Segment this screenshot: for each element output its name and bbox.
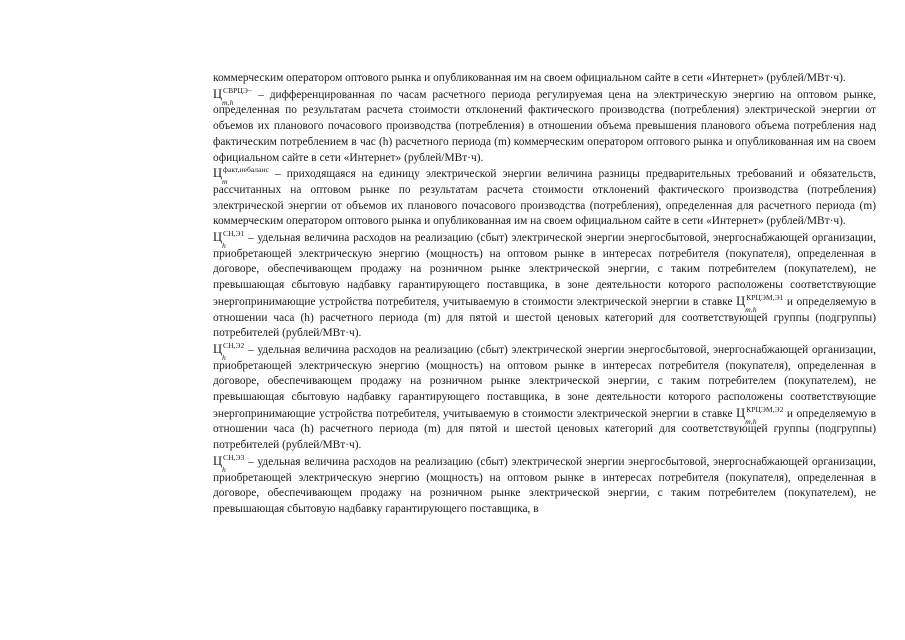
- symbol-base: Ц: [213, 341, 223, 356]
- inline-formula-symbol: [736, 404, 784, 426]
- paragraph-text: – приходящаяся на единицу электрической энергии величина разницы предварительных требований и обязательств, рассчитанных на оптовом рынке по результатам расчета стоимости отклонений фактического производства (потребления) электрической энергии от объемов их планового почасового производства (потребления), определенная для расчетного периода (m) коммерческим оператором оптового рынка и опубликованная им на своем официальном сайте в сети «Интернет» (рублей/МВт·ч).: [213, 168, 876, 228]
- symbol-subscript: h: [222, 352, 226, 362]
- paragraph-text: – дифференцированная по часам расчетного периода регулируемая цена на электрическую энергию на оптовом рынке, определенная по результатам расчета стоимости отклонений фактического производства (потребления) электрической энергии от объемов их планового почасового производства (потребления) в отношении объема превышения планового объема потребления над фактическим потреблением в час (h) расчетного периода (m) коммерческим оператором оптового рынка и опубликованная им на своем официальном сайте в сети «Интернет» (рублей/МВт·ч).: [213, 88, 876, 164]
- symbol-subscript: m: [222, 177, 228, 187]
- formula-symbol: [213, 85, 253, 107]
- paragraph-fact-imbalance: [213, 166, 876, 230]
- symbol-superscript: СН,Э2: [223, 340, 245, 350]
- paragraph-continuation: [213, 71, 876, 87]
- symbol-subscript: h: [222, 464, 226, 474]
- symbol-superscript: КРЦЭМ,Э2: [746, 404, 784, 414]
- formula-symbol: [213, 165, 269, 187]
- paragraph-sn-e1: [213, 230, 876, 342]
- symbol-base: Ц: [736, 405, 746, 420]
- paragraph-sn-e2: [213, 342, 876, 454]
- symbol-base: Ц: [213, 166, 223, 181]
- symbol-subscript: m,h: [745, 304, 757, 314]
- symbol-subscript: m,h: [222, 97, 234, 107]
- paragraph-text: – удельная величина расходов на реализацию (сбыт) электрической энергии энергосбытовой, энергоснабжающей организации, приобретающей электрическую энергию (мощность) на оптовом рынке в интересах потребителя (покупателя), определенная в договоре, обеспечивающем продажу на розничном рынке электрической энергии, с таким потребителем (покупателем), не превышающая сбытовую надбавку гарантирующего поставщика, в зоне деятельности которого расположены соответствующие энергопринимающие устройства потребителя, учитываемую в стоимости электрической энергии в ставке: [213, 232, 876, 308]
- formula-symbol: [213, 452, 245, 474]
- paragraph-text: – удельная величина расходов на реализацию (сбыт) электрической энергии энергосбытовой, энергоснабжающей организации, приобретающей электрическую энергию (мощность) на оптовом рынке в интересах потребителя (покупателя), определенная в договоре, обеспечивающем продажу на розничном рынке электрической энергии, с таким потребителем (покупателем), не превышающая сбытовую надбавку гарантирующего поставщика, в зоне деятельности которого расположены соответствующие энергопринимающие устройства потребителя, учитываемую в стоимости электрической энергии в ставке: [213, 343, 876, 420]
- symbol-superscript: СН,Э3: [223, 452, 245, 462]
- formula-symbol: [213, 340, 245, 362]
- paragraph-text: и определяемую в отношении часа (h) расчетного периода (m) для пятой и шестой ценовых категорий для соответствующей группы (подгруппы) потребителей (рублей/МВт·ч).: [213, 407, 876, 452]
- symbol-subscript: m,h: [745, 416, 757, 426]
- document-body: [213, 71, 876, 518]
- inline-formula-symbol: [736, 292, 784, 314]
- paragraph-text: коммерческим оператором оптового рынка и опубликованная им на своем официальном сайте в сети «Интернет» (рублей/МВт·ч).: [213, 72, 846, 84]
- symbol-base: Ц: [213, 453, 223, 468]
- symbol-superscript: факт,небаланс: [223, 165, 269, 175]
- paragraph-text: – удельная величина расходов на реализацию (сбыт) электрической энергии энергосбытовой, энергоснабжающей организации, приобретающей электрическую энергию (мощность) на оптовом рынке в интересах потребителя (покупателя), определенная в договоре, обеспечивающем продажу на розничном рынке электрической энергии, с таким потребителем (покупателем), не превышающая сбытовую надбавку гарантирующего поставщика, в: [213, 455, 876, 515]
- symbol-base: Ц: [736, 293, 746, 308]
- symbol-base: Ц: [213, 230, 223, 245]
- paragraph-text: и определяемую в отношении часа (h) расчетного периода (m) для пятой и шестой ценовых категорий для соответствующей группы (подгруппы) потребителей (рублей/МВт·ч).: [213, 295, 876, 340]
- paragraph-svrce-price: [213, 87, 876, 167]
- symbol-superscript: КРЦЭМ,Э1: [746, 292, 784, 302]
- formula-symbol: [213, 229, 245, 251]
- symbol-base: Ц: [213, 86, 223, 101]
- paragraph-sn-e3: [213, 454, 876, 518]
- symbol-subscript: h: [222, 241, 226, 251]
- symbol-superscript: СВРЦЭ−: [223, 85, 253, 95]
- symbol-superscript: СН,Э1: [223, 229, 245, 239]
